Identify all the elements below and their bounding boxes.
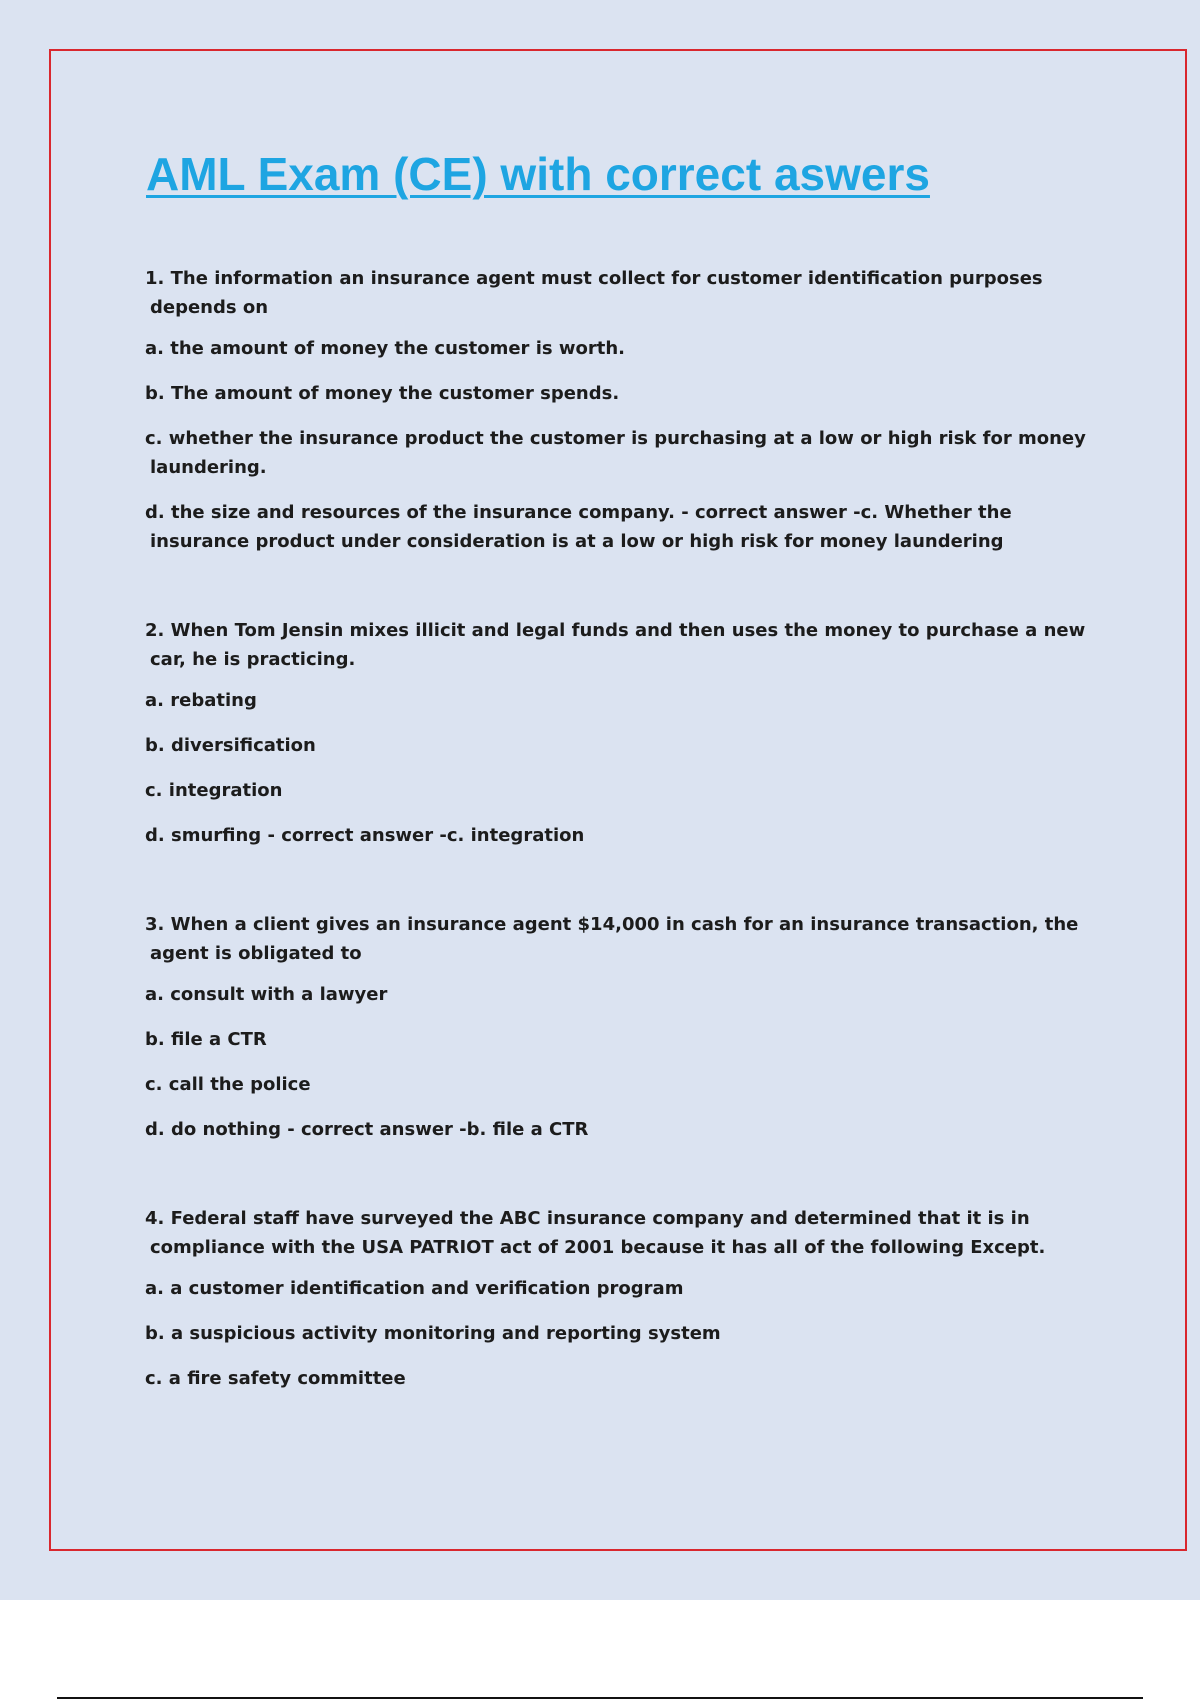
answer-option: b. file a CTR	[145, 1029, 267, 1050]
answer-option: c. call the police	[145, 1074, 311, 1095]
document-title: AML Exam (CE) with correct aswers	[146, 148, 930, 200]
question-text: 2. When Tom Jensin mixes illicit and legal funds and then uses the money to purchase a new car, he is practicing.	[145, 620, 1086, 670]
answer-option: b. The amount of money the customer spends.	[145, 383, 620, 404]
answer-option: d. do nothing - correct answer -b. file a CTR	[145, 1119, 589, 1140]
question-4	[145, 1204, 1090, 1393]
question-3	[145, 910, 1090, 1144]
answer-option: c. a fire safety committee	[145, 1368, 406, 1389]
footer-rule	[57, 1697, 1143, 1699]
question-text: 3. When a client gives an insurance agent $14,000 in cash for an insurance transaction, the agent is obligated to	[145, 914, 1079, 964]
question-text: 1. The information an insurance agent must collect for customer identification purposes depends on	[145, 268, 1043, 318]
answer-option: d. smurfing - correct answer -c. integration	[145, 825, 585, 846]
answer-option: b. a suspicious activity monitoring and reporting system	[145, 1323, 721, 1344]
answer-option: a. a customer identification and verification program	[145, 1278, 684, 1299]
answer-option: a. rebating	[145, 690, 257, 711]
answer-option: a. the amount of money the customer is worth.	[145, 338, 625, 359]
question-2	[145, 616, 1090, 850]
question-1	[145, 264, 1090, 556]
answer-option: c. whether the insurance product the customer is purchasing at a low or high risk for money laundering.	[145, 428, 1086, 478]
answer-option: a. consult with a lawyer	[145, 984, 388, 1005]
answer-option: b. diversification	[145, 735, 316, 756]
question-list	[145, 264, 1090, 1453]
answer-option: d. the size and resources of the insurance company. - correct answer -c. Whether the insurance product under consideration is at a low or high risk for money laundering	[145, 502, 1012, 552]
answer-option: c. integration	[145, 780, 283, 801]
question-text: 4. Federal staff have surveyed the ABC insurance company and determined that it is in compliance with the USA PATRIOT act of 2001 because it has all of the following Except.	[145, 1208, 1046, 1258]
